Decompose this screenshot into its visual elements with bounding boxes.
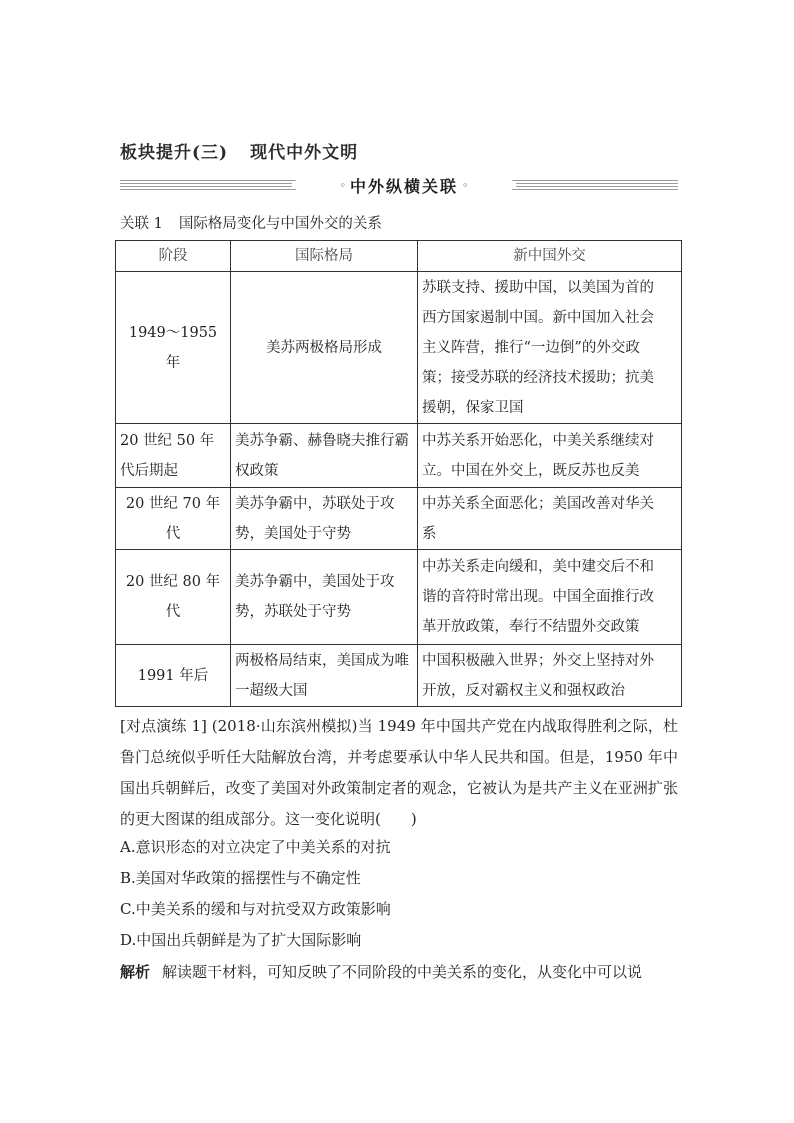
cell-line: 中国积极融入世界；外交上坚持对外 [422, 652, 654, 669]
cell-line: 西方国家遏制中国。新中国加入社会 [422, 309, 654, 326]
header-diplomacy: 新中国外交 [418, 241, 682, 272]
section-label: 关联 1 [120, 216, 163, 232]
cell-line: 主义阵营，推行“一边倒”的外交政 [422, 339, 640, 356]
ring-icon: ◦ [339, 178, 346, 192]
analysis-label: 解析 [120, 963, 151, 981]
cell-pattern: 美苏争霸中，苏联处于攻势，美国处于守势 [231, 488, 418, 550]
cell-stage: 1991 年后 [116, 645, 231, 707]
analysis-text: 解读题干材料，可知反映了不同阶段的中美关系的变化，从变化中可以说 [162, 963, 643, 981]
section-title: 国际格局变化与中国外交的关系 [178, 216, 382, 232]
cell-diplomacy [418, 488, 682, 550]
analysis-line [120, 961, 642, 982]
cell-pattern: 两极格局结束，美国成为唯一超级大国 [231, 645, 418, 707]
option-c: C.中美关系的缓和与对抗受双方政策影响 [120, 900, 391, 918]
table-row [116, 550, 682, 645]
cell-line: 谐的音符时常出现。中国全面推行改 [422, 589, 654, 605]
cell-line: 中苏关系走向缓和，美中建交后不和 [422, 559, 654, 575]
banner-text: 中外纵横关联 [349, 176, 458, 196]
cell-line: 立。中国在外交上，既反苏也反美 [422, 462, 640, 479]
cell-diplomacy [418, 424, 682, 488]
cell-diplomacy [418, 272, 682, 424]
cell-pattern: 美苏争霸中，美国处于攻势，苏联处于守势 [231, 550, 418, 645]
title-main: 板块提升(三) [120, 143, 229, 163]
table-row [116, 424, 682, 488]
title-sub: 现代中外文明 [250, 143, 359, 163]
cell-line: 苏联支持、援助中国，以美国为首的 [422, 279, 654, 296]
header-stage: 阶段 [116, 241, 231, 272]
option-d: D.中国出兵朝鲜是为了扩大国际影响 [120, 931, 362, 949]
section-banner [120, 174, 678, 196]
table-header-row [116, 241, 682, 272]
cell-line: 援朝，保家卫国 [422, 399, 524, 416]
banner-plate [304, 174, 504, 196]
option-b: B.美国对华政策的摇摆性与不确定性 [120, 869, 361, 887]
question-stem: [对点演练 1] (2018·山东滨州模拟)当 1949 年中国共产党在内战取得胜利之际，杜鲁门总统似乎听任大陆解放台湾，并考虑要承认中华人民共和国。但是，1950 年中国出兵朝鲜后，改变了美国对外政策制定者的观念，它被认为是共产主义在亚洲扩张的更大图谋的组成部分。这一变化说明( ) [120, 717, 678, 828]
cell-stage: 20 世纪 80 年代 [116, 550, 231, 645]
cell-line: 策；接受苏联的经济技术援助；抗美 [422, 369, 654, 386]
cell-line: 开放，反对霸权主义和强权政治 [422, 682, 625, 699]
table-row [116, 488, 682, 550]
cell-diplomacy [418, 550, 682, 645]
cell-stage: 1949～1955 年 [116, 272, 231, 424]
section-heading [120, 212, 382, 233]
cell-line: 中苏关系开始恶化，中美关系继续对 [422, 432, 654, 449]
relation-table [115, 240, 682, 707]
cell-stage: 20 世纪 50 年代后期起 [116, 424, 231, 488]
cell-stage: 20 世纪 70 年代 [116, 488, 231, 550]
ring-icon: ◦ [462, 178, 469, 192]
option-a: A.意识形态的对立决定了中美关系的对抗 [120, 838, 391, 856]
cell-line: 革开放政策，奉行不结盟外交政策 [422, 619, 640, 635]
page-title [120, 138, 358, 163]
cell-pattern: 美苏两极格局形成 [231, 272, 418, 424]
cell-line: 中苏关系全面恶化；美国改善对华关 [422, 495, 654, 512]
cell-line: 系 [422, 525, 437, 542]
table-row [116, 272, 682, 424]
cell-diplomacy [418, 645, 682, 707]
header-pattern: 国际格局 [231, 241, 418, 272]
cell-pattern: 美苏争霸、赫鲁晓夫推行霸权政策 [231, 424, 418, 488]
table-row [116, 645, 682, 707]
